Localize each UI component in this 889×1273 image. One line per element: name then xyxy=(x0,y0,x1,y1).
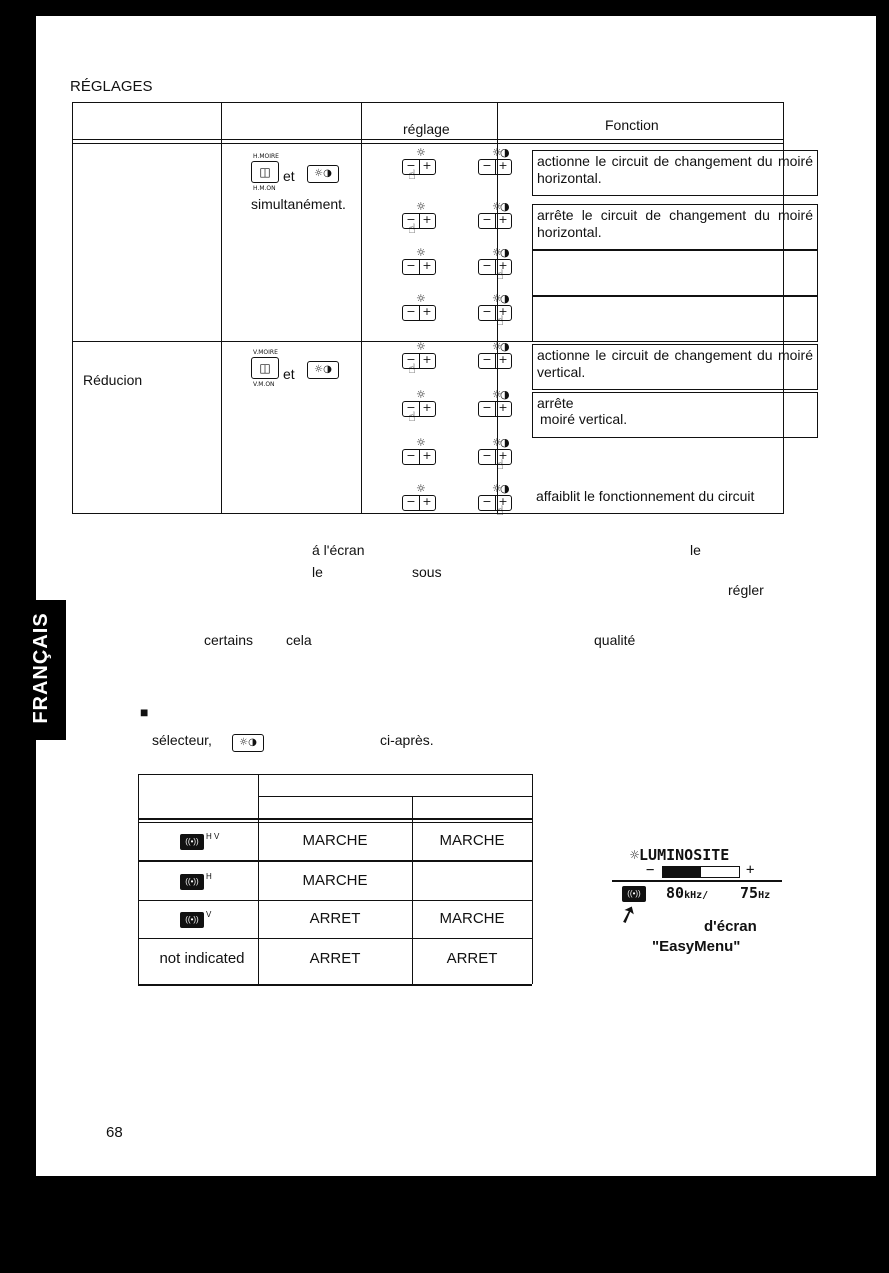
contrast-icon: ◑ xyxy=(500,146,510,159)
function-description: arrête le circuit de changement du moiré horizontal. xyxy=(532,204,818,250)
osd-v-freq: 75Hz xyxy=(740,884,771,902)
table-cell: ARRET xyxy=(309,910,361,927)
minus-plus-button-icon: − + xyxy=(402,159,436,175)
key-conjunction: et xyxy=(283,168,295,184)
minus-plus-button-icon: − + xyxy=(478,449,512,465)
page-number: 68 xyxy=(106,1124,123,1141)
sun-icon: ☼ xyxy=(492,292,502,305)
minus-plus-button-icon: − + xyxy=(478,159,512,175)
hand-pointer-icon: ☝ xyxy=(408,222,416,237)
key-label: V.M.ON xyxy=(253,381,275,388)
table-divider xyxy=(138,822,532,823)
table-cell: MARCHE xyxy=(302,872,368,889)
sun-icon: ☼ xyxy=(492,200,502,213)
minus-plus-button-icon: − + xyxy=(402,259,436,275)
sun-icon: ☼ xyxy=(492,388,502,401)
text-fragment: sélecteur, xyxy=(152,732,212,748)
sun-icon: ☼ xyxy=(416,200,426,213)
section-title: RÉGLAGES xyxy=(70,78,153,95)
table-divider xyxy=(138,938,532,939)
function-description: arrête xyxy=(532,392,818,438)
sun-icon: ☼ xyxy=(492,436,502,449)
text-fragment: ci-après. xyxy=(380,732,434,748)
table-cell: MARCHE xyxy=(302,832,368,849)
text-fragment: cela xyxy=(286,632,312,648)
contrast-icon: ◑ xyxy=(500,246,510,259)
sun-icon: ☼ xyxy=(416,292,426,305)
table-divider xyxy=(138,774,532,775)
table-cell: MARCHE xyxy=(439,910,505,927)
function-description: actionne le circuit de changement du moiré vertical. xyxy=(532,344,818,390)
moire-mode-icon xyxy=(180,912,204,928)
text-fragment: qualité xyxy=(594,632,636,648)
minus-plus-button-icon: − + xyxy=(478,401,512,417)
hand-pointer-icon: ☝ xyxy=(496,504,504,519)
contrast-icon: ◑ xyxy=(500,200,510,213)
contrast-icon: ◑ xyxy=(500,436,510,449)
minus-plus-button-icon: − + xyxy=(478,305,512,321)
function-description xyxy=(532,250,818,296)
header-fonction: Fonction xyxy=(605,117,659,133)
function-description xyxy=(532,296,818,342)
header-reglage: réglage xyxy=(403,121,450,137)
sun-icon: ☼ xyxy=(416,482,426,495)
contrast-icon: ◑ xyxy=(500,388,510,401)
hand-pointer-icon: ☝ xyxy=(496,458,504,473)
table-divider xyxy=(138,860,532,862)
sun-contrast-key-icon: ☼◑ xyxy=(307,165,339,183)
text-fragment: le xyxy=(690,542,701,558)
contrast-icon: ◑ xyxy=(500,340,510,353)
table-divider xyxy=(532,774,533,984)
sun-icon: ☼ xyxy=(492,146,502,159)
osd-title: ☼LUMINOSITE xyxy=(630,846,730,864)
sun-icon: ☼ xyxy=(492,246,502,259)
table-divider xyxy=(73,143,783,144)
hand-pointer-icon: ☝ xyxy=(496,268,504,283)
pointer-arrow-icon: ➚ xyxy=(613,898,643,931)
table-divider xyxy=(138,984,532,986)
minus-plus-button-icon: − + xyxy=(478,495,512,511)
table-divider xyxy=(258,796,532,797)
moire-mode-icon xyxy=(180,834,204,850)
table-cell: ARRET xyxy=(309,950,361,967)
mode-icon-label: H xyxy=(206,872,212,881)
text-fragment: certains xyxy=(204,632,254,648)
minus-plus-button-icon: − + xyxy=(478,353,512,369)
text-fragment: á l'écran xyxy=(312,542,365,558)
minus-plus-button-icon: − + xyxy=(402,449,436,465)
key-label: H.M.ON xyxy=(253,185,276,192)
osd-caption: d'écran xyxy=(704,918,757,935)
minus-plus-button-icon: − + xyxy=(402,305,436,321)
osd-caption: "EasyMenu" xyxy=(652,938,741,955)
minus-plus-button-icon: − + xyxy=(402,213,436,229)
table-divider xyxy=(138,774,139,984)
h-moire-key-icon: ◫ xyxy=(251,161,279,183)
sun-icon: ☼ xyxy=(492,340,502,353)
table-divider xyxy=(138,818,532,820)
osd-divider xyxy=(612,880,782,882)
osd-plus: + xyxy=(746,862,755,878)
moire-mode-icon xyxy=(180,874,204,890)
contrast-icon: ◑ xyxy=(500,292,510,305)
mode-icon-label: V xyxy=(206,910,212,919)
key-label: V.MOIRE xyxy=(253,349,278,356)
text-fragment: sous xyxy=(412,564,442,580)
key-label: H.MOIRE xyxy=(253,153,279,160)
v-moire-key-icon: ◫ xyxy=(251,357,279,379)
function-description: affaiblit le fonctionnement du circuit xyxy=(536,488,755,504)
text-fragment: régler xyxy=(728,582,764,598)
table-divider xyxy=(73,139,783,140)
minus-plus-button-icon: − + xyxy=(402,353,436,369)
table-cell: ARRET xyxy=(446,950,498,967)
contrast-icon: ◑ xyxy=(500,482,510,495)
key-note: simultanément. xyxy=(251,196,346,212)
osd-h-freq: 80kHz/ xyxy=(666,884,709,902)
sun-icon: ☼ xyxy=(416,340,426,353)
minus-plus-button-icon: − + xyxy=(402,401,436,417)
function-description-line: moiré vertical. xyxy=(540,411,628,427)
function-description xyxy=(532,440,818,486)
key-conjunction: et xyxy=(283,366,295,382)
table-cell: MARCHE xyxy=(439,832,505,849)
hand-pointer-icon: ☝ xyxy=(408,410,416,425)
sun-icon: ☼ xyxy=(492,482,502,495)
minus-plus-button-icon: − + xyxy=(478,213,512,229)
hand-pointer-icon: ☝ xyxy=(408,168,416,183)
osd-minus: − xyxy=(646,862,655,878)
mode-icon-label: H V xyxy=(206,832,220,841)
sun-contrast-key-icon: ☼◑ xyxy=(232,734,264,752)
row-label-reduction: Réducion xyxy=(83,372,143,388)
osd-level-bar xyxy=(662,866,740,878)
table-divider xyxy=(221,103,222,513)
sun-icon: ☼ xyxy=(416,388,426,401)
sun-icon: ☼ xyxy=(416,246,426,259)
moire-status-table xyxy=(108,758,532,966)
bullet: ■ xyxy=(140,704,149,720)
sun-icon: ☼ xyxy=(416,436,426,449)
function-description: actionne le circuit de changement du moiré horizontal. xyxy=(532,150,818,196)
table-divider xyxy=(361,103,362,513)
table-divider xyxy=(138,900,532,901)
sun-contrast-key-icon: ☼◑ xyxy=(307,361,339,379)
hand-pointer-icon: ☝ xyxy=(496,314,504,329)
sun-icon: ☼ xyxy=(416,146,426,159)
text-fragment: le xyxy=(312,564,323,580)
hand-pointer-icon: ☝ xyxy=(408,362,416,377)
language-tab: FRANÇAIS xyxy=(0,600,66,740)
minus-plus-button-icon: − + xyxy=(402,495,436,511)
table-row-label: not indicated xyxy=(159,950,245,967)
minus-plus-button-icon: − + xyxy=(478,259,512,275)
